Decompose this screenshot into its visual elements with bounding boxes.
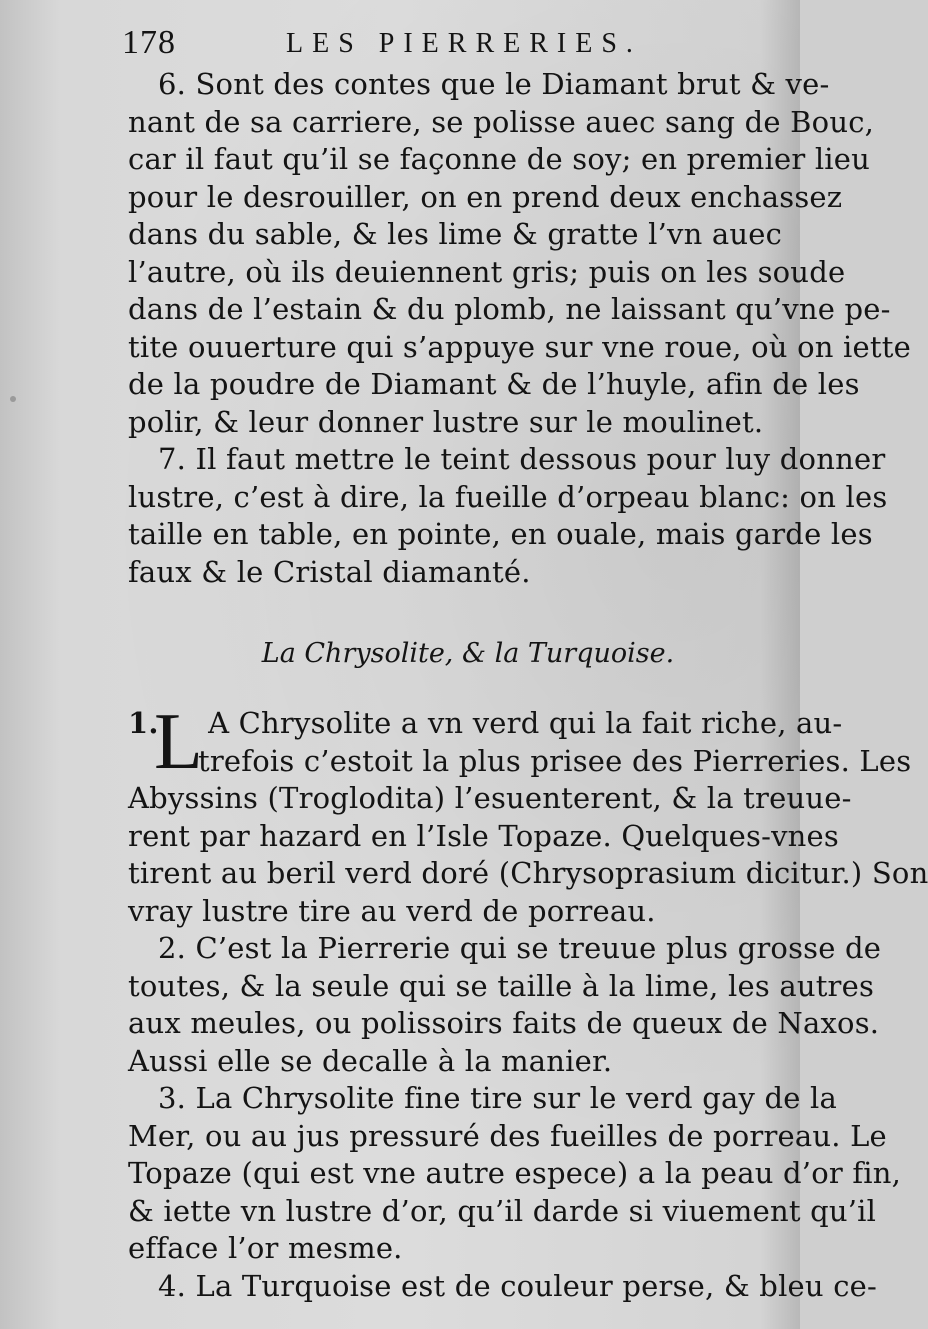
first-line-text: A Chrysolite a vn verd qui la fait riche, au- bbox=[208, 706, 843, 740]
text-line: taille en table, en pointe, en ouale, mais garde les bbox=[128, 517, 873, 551]
text-line: trefois c’estoit la plus prisee des Pierreries. Les bbox=[198, 743, 912, 778]
text-line: aux meules, ou polissoirs faits de queux de Naxos. bbox=[128, 1006, 880, 1040]
text-line: dans de l’estain & du plomb, ne laissant qu’vne pe- bbox=[128, 292, 891, 326]
paragraph-number: 1. bbox=[128, 706, 159, 740]
text-line: efface l’or mesme. bbox=[128, 1231, 403, 1265]
text-line: toutes, & la seule qui se taille à la lime, les autres bbox=[128, 968, 875, 1003]
page-header bbox=[118, 22, 788, 62]
diamant-paragraphs bbox=[128, 66, 911, 591]
text-line: 4. La Turquoise est de couleur perse, & bleu ce- bbox=[158, 1268, 878, 1303]
text-line: tite ouuerture qui s’appuye sur vne roue, où on iette bbox=[128, 329, 911, 364]
page-speck bbox=[10, 396, 16, 402]
text-line: car il faut qu’il se façonne de soy; en premier lieu bbox=[128, 142, 871, 176]
text-line: faux & le Cristal diamanté. bbox=[128, 554, 531, 589]
page-number: 178 bbox=[122, 24, 176, 61]
text-line: 6. Sont des contes que le Diamant brut & ve- bbox=[158, 67, 830, 101]
text-line: nant de sa carriere, se polisse auec sang de Bouc, bbox=[128, 104, 875, 139]
running-head: LES PIERRERIES. bbox=[286, 28, 642, 59]
text-line: Aussi elle se decalle à la manier. bbox=[128, 1043, 613, 1078]
text-line: l’autre, où ils deuiennent gris; puis on les soude bbox=[128, 254, 846, 289]
text-line: vray lustre tire au verd de porreau. bbox=[128, 893, 656, 928]
text-line: de la poudre de Diamant & de l’huyle, afin de les bbox=[128, 367, 860, 401]
section-heading: La Chrysolite, & la Turquoise. bbox=[261, 638, 675, 669]
text-line: rent par hazard en l’Isle Topaze. Quelques-vnes bbox=[128, 818, 839, 853]
chrysolite-section bbox=[128, 698, 928, 1305]
text-line: Abyssins (Troglodita) l’esuenterent, & la treuue- bbox=[128, 781, 852, 815]
text-line bbox=[128, 705, 843, 743]
text-line: polir, & leur donner lustre sur le moulinet. bbox=[128, 404, 764, 439]
text-line: dans du sable, & les lime & gratte l’vn auec bbox=[128, 217, 783, 251]
heading-gap bbox=[128, 679, 788, 705]
text-line: pour le desrouiller, on en prend deux enchassez bbox=[128, 179, 843, 214]
text-line: 7. Il faut mettre le teint dessous pour luy donner bbox=[158, 442, 886, 476]
section-gap bbox=[128, 591, 788, 629]
body-text bbox=[128, 66, 928, 1305]
text-line: 2. C’est la Pierrerie qui se treuue plus grosse de bbox=[158, 931, 882, 965]
text-line: 3. La Chrysolite fine tire sur le verd gay de la bbox=[158, 1081, 837, 1115]
chrysolite-paragraphs bbox=[128, 780, 928, 1305]
text-line: Topaze (qui est vne autre espece) a la peau d’or fin, bbox=[128, 1156, 902, 1190]
text-line: tirent au beril verd doré (Chrysoprasium dicitur.) Son bbox=[128, 856, 928, 890]
text-line: Mer, ou au jus pressuré des fueilles de porreau. Le bbox=[128, 1118, 887, 1153]
drop-cap: L bbox=[154, 698, 203, 786]
text-line: lustre, c’est à dire, la fueille d’orpeau blanc: on les bbox=[128, 479, 888, 514]
text-line: & iette vn lustre d’or, qu’il darde si viuement qu’il bbox=[128, 1193, 877, 1228]
